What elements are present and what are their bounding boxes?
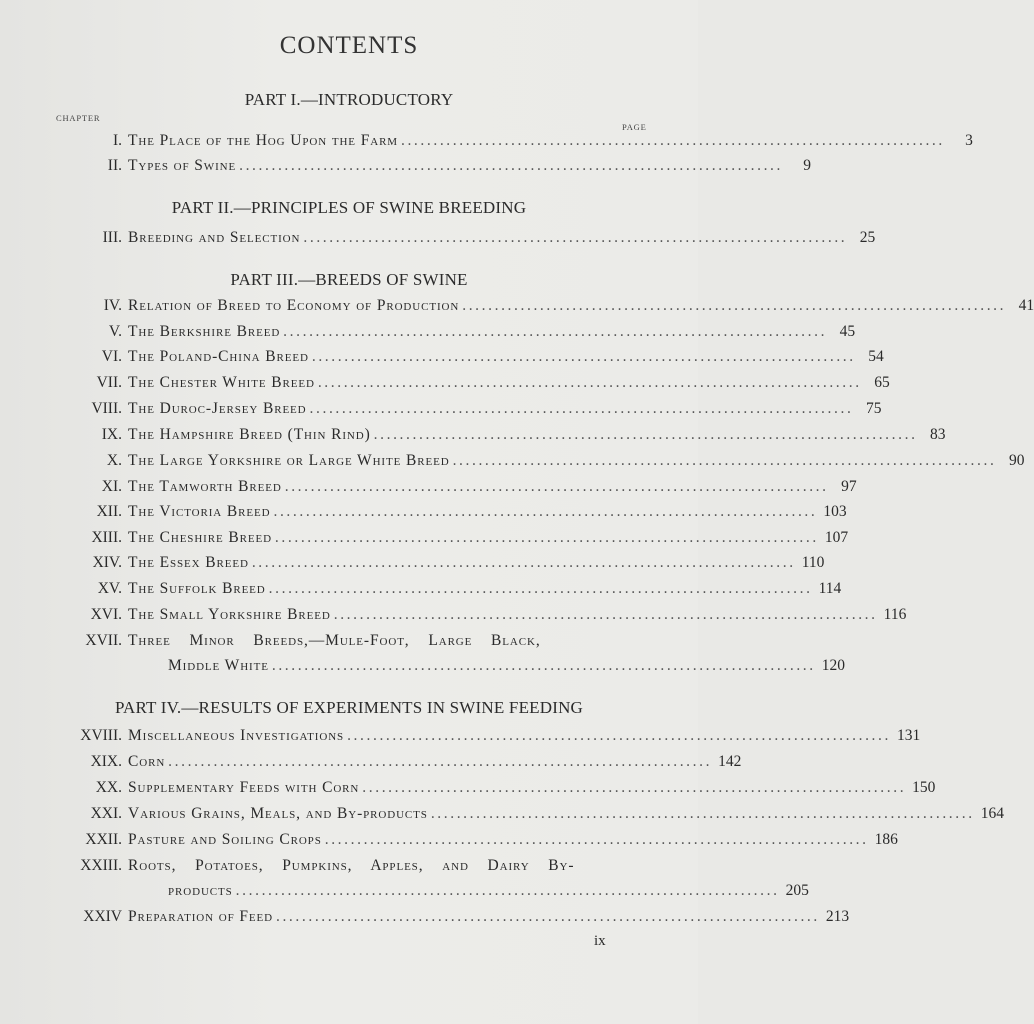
chapter-title: Types of Swine [128,157,237,174]
dot-leader: .................................................................................... [303,229,848,246]
chapter-number: I. [112,132,122,149]
toc-entry-continued[interactable] [60,882,809,906]
dot-leader: .................................................................................... [239,157,784,174]
chapter-title: The Essex Breed [128,554,249,571]
dot-leader: .................................................................................... [400,132,945,149]
dot-leader: .................................................................................... [309,400,854,417]
dot-leader: .................................................................................... [462,297,1007,314]
dot-leader: .................................................................................... [271,657,816,674]
page-number: 90 [1008,452,1025,469]
toc-entry[interactable] [60,529,849,553]
page-number: 205 [785,882,809,899]
chapter-title: The Duroc-Jersey Breed [128,400,307,417]
dot-leader: .................................................................................... [373,426,918,443]
dot-leader: .................................................................................... [283,323,828,340]
chapter-title: The Poland-China Breed [128,348,309,365]
chapter-title: Three Minor Breeds,—Mule-Foot, Large Black, [128,632,541,649]
chapter-title: Supplementary Feeds with Corn [128,779,360,796]
chapter-number: XXIII. [80,857,122,874]
dot-leader: .................................................................................... [311,348,856,365]
dot-leader: .................................................................................... [317,374,862,391]
page-number: 9 [803,157,812,174]
chapter-title: The Berkshire Breed [128,323,281,340]
toc-entry[interactable] [60,857,663,881]
toc-entry[interactable] [60,632,663,656]
page-number: 116 [883,606,907,623]
toc-entry[interactable] [60,606,907,630]
part-heading-2: PART II.—PRINCIPLES OF SWINE BREEDING [171,198,527,217]
dot-leader: .................................................................................... [273,503,818,520]
dot-leader: .................................................................................... [347,727,891,744]
toc-entry[interactable] [60,753,742,777]
chapter-title: The Hampshire Breed (Thin Rind) [128,426,371,443]
part-heading-1: PART I.—INTRODUCTORY [244,90,454,109]
toc-entry[interactable] [60,400,882,424]
toc-entry[interactable] [60,580,842,604]
chapter-number: XIX. [90,753,122,770]
toc-entry[interactable] [60,831,898,855]
dot-leader: .................................................................................... [333,606,878,623]
dot-leader: .................................................................................... [268,580,813,597]
chapter-title: Preparation of Feed [128,908,273,925]
toc-entry[interactable] [60,157,812,181]
chapter-column-label: CHAPTER [56,113,101,123]
dot-leader: .................................................................................... [324,831,869,848]
dot-leader: .................................................................................... [284,478,829,495]
chapter-number: II. [107,157,122,174]
chapter-title: The Cheshire Breed [128,529,272,546]
chapter-title: The Suffolk Breed [128,580,266,597]
chapter-number: IX. [101,426,122,443]
folio-page-number: ix [594,933,606,949]
chapter-title: The Victoria Breed [128,503,271,520]
chapter-number: VI. [101,348,122,365]
chapter-number: XXIV [83,908,122,925]
part-heading-3: PART III.—BREEDS OF SWINE [230,270,468,289]
toc-entry[interactable] [60,805,1004,829]
chapter-title: Relation of Breed to Economy of Production [128,297,460,314]
chapter-title: The Large Yorkshire or Large White Breed [128,452,450,469]
chapter-number: XII. [96,503,122,520]
page-number: 164 [980,805,1004,822]
page-number: 142 [718,753,742,770]
page-number: 75 [865,400,882,417]
page-number: 150 [912,779,936,796]
page-number: 107 [824,529,849,546]
dot-leader: .................................................................................... [452,452,997,469]
chapter-number: V. [108,323,122,340]
dot-leader: .................................................................................... [168,753,713,770]
page-number: 120 [821,657,845,674]
page-number: 41 [1018,297,1034,314]
chapter-title: The Tamworth Breed [128,478,282,495]
page-number: 97 [841,478,857,495]
page-number: 114 [818,580,842,597]
chapter-number: VII. [96,374,122,391]
dot-leader: .................................................................................... [362,779,907,796]
chapter-number: XXI. [90,805,122,822]
chapter-title: Corn [128,753,166,770]
dot-leader: .................................................................................... [235,882,780,899]
toc-entry[interactable] [60,374,890,398]
chapter-title-continued: Middle White [168,657,269,674]
chapter-number: XIII. [91,529,122,546]
dot-leader: .................................................................................... [275,908,820,925]
toc-entry[interactable] [60,908,850,932]
toc-entry[interactable] [60,554,825,578]
page-number: 186 [874,831,898,848]
page-number: 83 [930,426,946,443]
chapter-title: Various Grains, Meals, and By-products [128,805,428,822]
toc-entry[interactable] [60,779,936,803]
page-title: CONTENTS [279,32,419,59]
chapter-number: XI. [101,478,122,495]
toc-entry-continued[interactable] [60,657,845,681]
chapter-title: Miscellaneous Investigations [128,727,345,744]
chapter-title: The Chester White Breed [128,374,315,391]
chapter-number: XVI. [90,606,122,623]
page-number: 131 [896,727,921,744]
dot-leader: .................................................................................... [274,529,819,546]
page-number: 54 [868,348,884,365]
chapter-title: Roots, Potatoes, Pumpkins, Apples, and Dairy By- [128,857,575,874]
page-column-label: PAGE [622,122,647,132]
toc-entry[interactable] [60,323,856,347]
page-number: 25 [859,229,876,246]
chapter-number: XIV. [92,554,122,571]
toc-entry[interactable] [60,503,847,527]
chapter-number: X. [106,452,122,469]
dot-leader: .................................................................................... [251,554,796,571]
chapter-number: IV. [103,297,122,314]
chapter-title: Breeding and Selection [128,229,301,246]
page-number: 65 [874,374,890,391]
chapter-title: The Place of the Hog Upon the Farm [128,132,398,149]
toc-entry[interactable] [60,297,1034,321]
page-number: 45 [839,323,856,340]
toc-entry[interactable] [60,478,857,502]
chapter-title: The Small Yorkshire Breed [128,606,331,623]
toc-entry[interactable] [60,132,973,156]
chapter-number: VIII. [91,400,122,417]
chapter-number: XXII. [85,831,122,848]
dot-leader: .................................................................................... [430,805,975,822]
page-number: 3 [965,132,973,149]
chapter-number: XVII. [85,632,122,649]
chapter-number: XV. [97,580,122,597]
chapter-number: III. [102,229,122,246]
page-number: 103 [823,503,847,520]
chapter-number: XX. [95,779,122,796]
chapter-number: XVIII. [80,727,122,744]
page-number: 213 [825,908,850,925]
toc-entry[interactable] [60,426,946,450]
chapter-title: Pasture and Soiling Crops [128,831,322,848]
page-number: 110 [801,554,825,571]
part-heading-4: PART IV.—RESULTS OF EXPERIMENTS IN SWINE FEEDING [114,698,584,717]
toc-entry[interactable] [60,452,1025,476]
toc-entry[interactable] [60,727,921,751]
chapter-title-continued: products [168,882,233,899]
toc-entry[interactable] [60,229,876,253]
toc-entry[interactable] [60,348,884,372]
